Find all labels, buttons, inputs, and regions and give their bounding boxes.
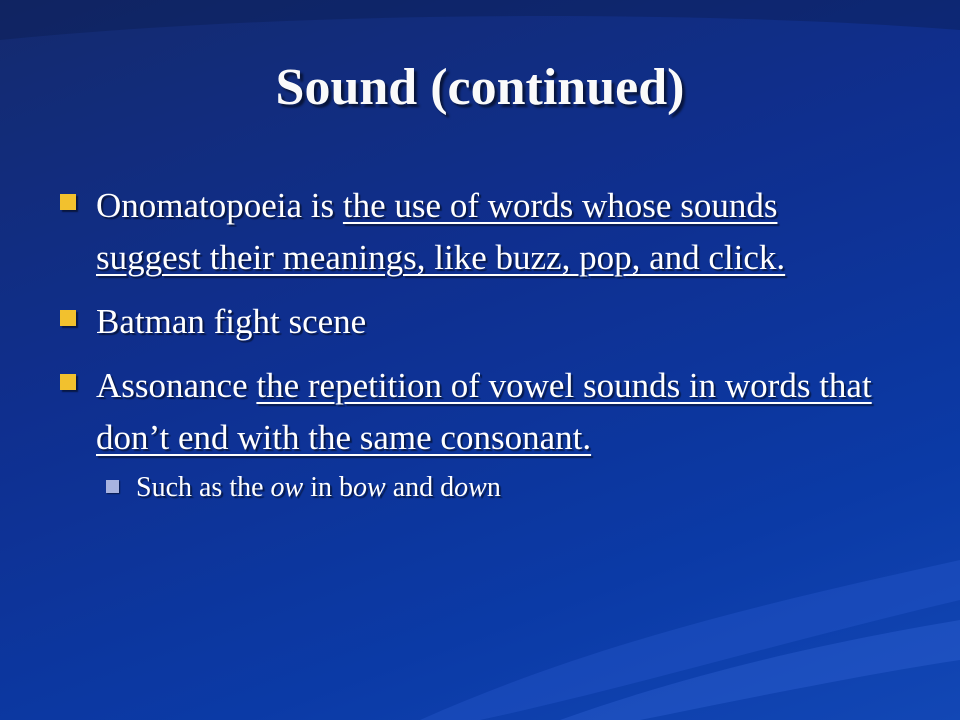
square-bullet-icon	[60, 194, 76, 210]
example-italic-1: ow	[270, 472, 304, 503]
bullet-list	[60, 180, 880, 520]
bullet-lead-text: Batman fight scene	[96, 302, 367, 341]
bullet-definition-text: the repetition of vowel sounds in words that don’t end with the same consonant.	[96, 366, 872, 457]
square-bullet-icon	[60, 310, 76, 326]
bullet-definition-text: the use of words whose sounds suggest their meanings, like buzz, pop, and click.	[96, 186, 786, 277]
sub-bullet-list	[96, 468, 880, 508]
bullet-lead-text: Onomatopoeia is	[96, 186, 343, 225]
example-text-2: in b	[303, 472, 353, 503]
example-text-4: n	[486, 472, 501, 503]
list-item-assonance	[60, 360, 880, 508]
square-sub-bullet-icon	[106, 480, 119, 493]
example-italic-3: ow	[454, 472, 487, 503]
square-bullet-icon	[60, 374, 76, 390]
sub-list-item-example	[106, 468, 880, 508]
example-text-3: and d	[385, 472, 455, 503]
example-italic-2: ow	[353, 472, 386, 503]
list-item-onomatopoeia	[60, 180, 880, 284]
example-text-1: Such as the	[136, 472, 271, 503]
bullet-lead-text: Assonance	[96, 366, 257, 405]
list-item-batman	[60, 296, 880, 348]
slide-title: Sound (continued)	[275, 59, 685, 116]
